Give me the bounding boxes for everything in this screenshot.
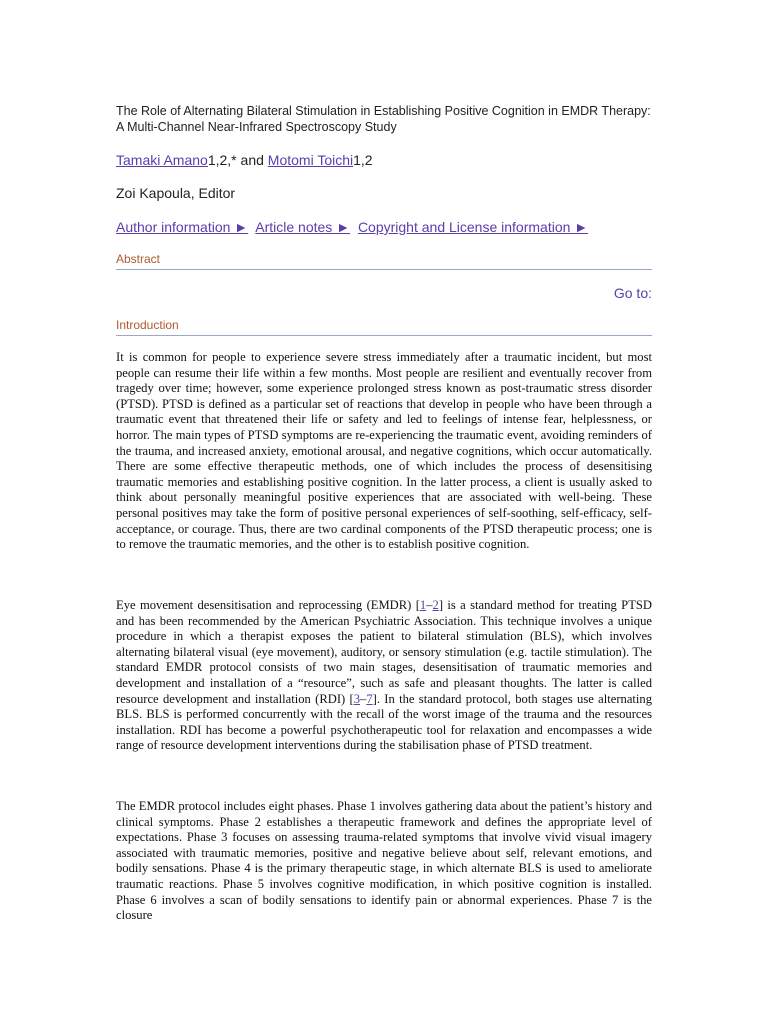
- article-notes-link[interactable]: Article notes ►: [255, 219, 351, 235]
- reference-link[interactable]: 1: [419, 598, 427, 612]
- reference-link[interactable]: 2: [432, 598, 439, 612]
- intro-paragraph-2: [116, 598, 652, 754]
- author-affiliation: 1,2,*: [207, 152, 237, 168]
- introduction-heading: Introduction: [116, 318, 652, 336]
- intro-paragraph-3: The EMDR protocol includes eight phases. Phase 1 involves gathering data about the patient’s history and clinical symptoms. Phase 2 establishes a therapeutic framework and defines the appropriate level of expectations. Phase 3 focuses on assessing trauma-related symptoms that involve vivid visual imagery associated with traumatic memories, positive and negative believe about self, relevant emotions, and bodily sensations. Phase 4 is the primary therapeutic stage, in which alternate BLS is used to ameliorate traumatic reactions. Phase 5 involves cognitive modification, in which positive cognition is installed. Phase 6 involves a scan of bodily sensations to identify pain or abnormal experiences. Phase 7 is the closure: [116, 799, 652, 923]
- abstract-heading: Abstract: [116, 252, 652, 270]
- article-title: The Role of Alternating Bilateral Stimulation in Establishing Positive Cognition in EMDR Therapy: A Multi-Channel Near-Infrared Spectroscopy Study: [116, 104, 651, 134]
- reference-dash: –: [360, 691, 367, 706]
- paragraph-text: ]. In the standard protocol, both stages use alternating BLS. BLS is performed concurrently with the recall of the worst image of the trauma and the resources installation. RDI has become a powerful psychotherapeutic tool for relaxation and encompasses a wide range of resource development interventions during the stabilisation phase of PTSD treatment.: [116, 691, 653, 753]
- author-link-amano[interactable]: Tamaki Amano: [116, 152, 208, 168]
- reference-dash: –: [426, 598, 433, 612]
- author-link-toichi[interactable]: Motomi Toichi: [267, 152, 354, 168]
- reference-link[interactable]: 3: [353, 691, 361, 706]
- paragraph-text: Eye movement desensitisation and reprocessing (EMDR) [: [116, 598, 420, 612]
- author-affiliation: 1,2: [353, 152, 373, 168]
- author-line: [116, 151, 373, 169]
- author-joiner: and: [236, 152, 268, 168]
- goto-link[interactable]: Go to:: [613, 285, 652, 301]
- paragraph-text: ] is a standard method for treating PTSD and has been recommended by the American Psychiatric Association. This technique involves a unique procedure in which a therapist exposes the patient to bilateral stimulation (BLS), which involves alternating bilateral visual (eye movement), auditory, or sensory stimulation (e.g. tactile stimulation). The standard EMDR protocol consists of two main stages, desensitisation of traumatic memories and development and installation of a “resource”, such as safe and pleasant thoughts. The latter is called resource development and installation (RDI) [: [116, 598, 652, 706]
- intro-paragraph-1: It is common for people to experience severe stress immediately after a traumatic incident, but most people can resume their life within a few months. Most people are resilient and eventually recover from tragedy over time; however, some experience prolonged stress known as post-traumatic stress disorder (PTSD). PTSD is defined as a particular set of reactions that develop in people who have been through a traumatic event that threatened their life or safety and led to feelings of intense fear, helplessness, or horror. The main types of PTSD symptoms are re-experiencing the traumatic event, avoiding reminders of the trauma, and increased anxiety, emotional arousal, and negative cognitions, which occur automatically. There are some effective therapeutic methods, one of which includes the process of desensitising traumatic memories and establishing positive cognition. In the latter process, a client is usually asked to think about personally meaningful positive experiences that are associated with well-being. These personal positives may take the form of positive personal experiences of self-soothing, self-efficacy, self-acceptance, or courage. Thus, there are two cardinal components of the PTSD therapeutic process; one is to remove the traumatic memories, and the other is to establish positive cognition.: [116, 350, 652, 552]
- editor-line: Zoi Kapoula, Editor: [116, 185, 236, 201]
- article-info-bar: [116, 218, 592, 236]
- reference-link[interactable]: 7: [366, 691, 373, 706]
- copyright-license-link[interactable]: Copyright and License information ►: [357, 219, 589, 235]
- author-information-link[interactable]: Author information ►: [116, 219, 249, 235]
